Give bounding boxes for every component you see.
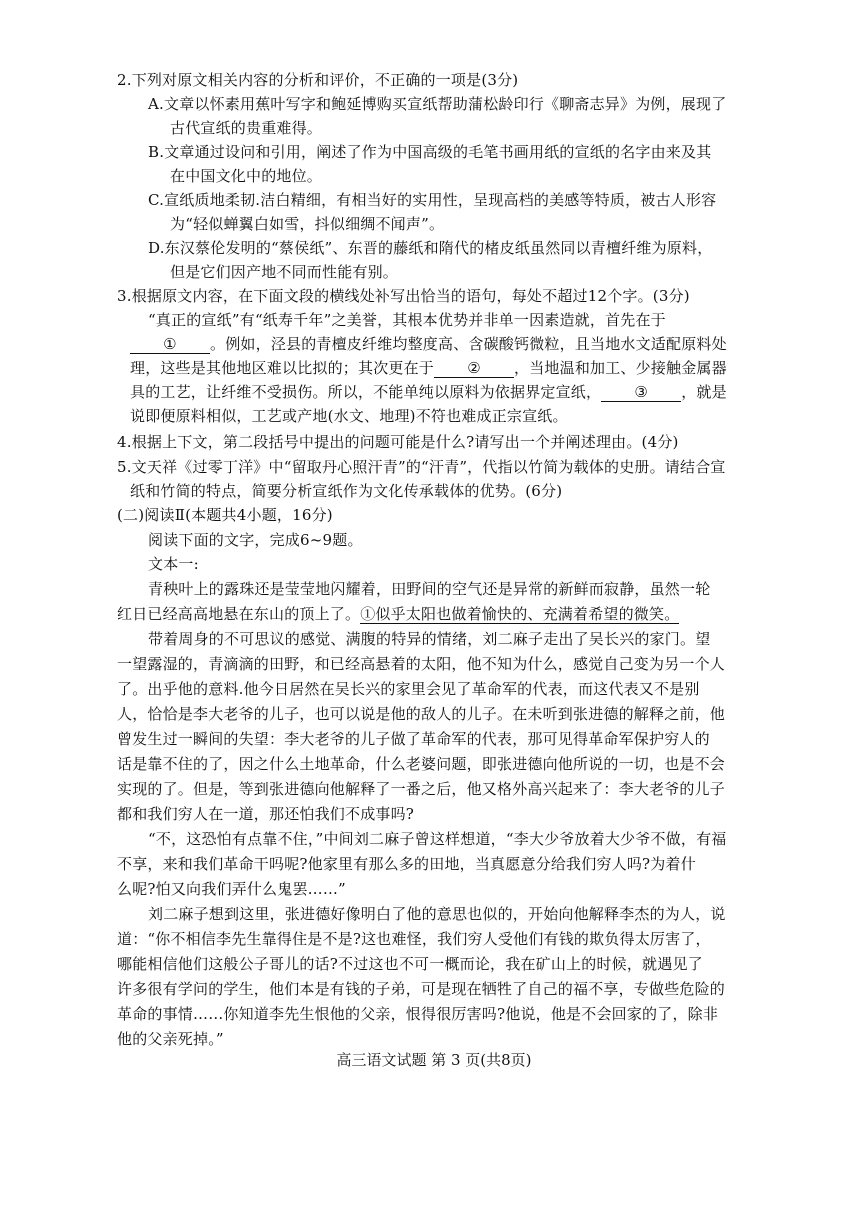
- section-title: (二)阅读Ⅱ(本题共4小题，16分): [117, 506, 333, 524]
- q3-text-line4-a: 具的工艺，让纤维不受损伤。所以，不能单纯以原料为依据界定宣纸，: [130, 383, 602, 401]
- q2-option-a-line1: A.文章以怀素用蕉叶写字和鲍延博购买宣纸帮助蒲松龄印行《聊斋志异》为例，展现了: [148, 95, 727, 113]
- section-instruction: 阅读下面的文字，完成6~9题。: [148, 531, 363, 549]
- q3-text-line2: [130, 333, 727, 355]
- q2-option-a-line2: 古代宣纸的贵重难得。: [170, 119, 323, 137]
- q4-stem: 4.根据上下文，第二段括号中提出的问题可能是什么?请写出一个并阐述理由。(4分): [117, 433, 679, 451]
- passage-p1-line2: [117, 603, 679, 625]
- q2-option-d-line1: D.东汉蔡伦发明的“蔡侯纸”、东晋的藤纸和隋代的楮皮纸虽然同以青檀纤维为原料，: [148, 239, 713, 257]
- passage-p2-line3: 了。出乎他的意料.他今日居然在吴长兴的家里会见了革命军的代表，而这代表又不是别: [117, 680, 700, 698]
- passage-p2-line5: 曾发生过一瞬间的失望：李大老爷的儿子做了革命军的代表，那可见得革命军保护穷人的: [117, 730, 710, 748]
- q2-option-b-line1: B.文章通过设问和引用，阐述了作为中国高级的毛笔书画用纸的宣纸的名字由来及其: [148, 143, 712, 161]
- page-footer: 高三语文试题 第 3 页(共8页): [336, 1051, 532, 1069]
- text-label: 文本一:: [148, 555, 199, 573]
- passage-p2-line7: 实现的了。但是，等到张进德向他解释了一番之后，他又格外高兴起来了：李大老爷的儿子: [117, 780, 726, 798]
- passage-p4-line6: 他的父亲死掉。”: [117, 1030, 224, 1048]
- passage-p2-line4: 人，恰恰是李大老爷的儿子，也可以说是他的敌人的儿子。在未听到张进德的解释之前，他: [117, 705, 726, 723]
- passage-p1-line1: 青秧叶上的露珠还是莹莹地闪耀着，田野间的空气还是异常的新鲜而寂静，虽然一轮: [148, 580, 711, 598]
- passage-p4-line1: 刘二麻子想到这里，张进德好像明白了他的意思也似的，开始向他解释李杰的为人，说: [148, 905, 726, 923]
- passage-p2-line6: 话是靠不住的了，因之什么土地革命，什么老婆问题，即张进德向他所说的一切，也是不会: [117, 755, 726, 773]
- q3-text-line2-rest: 。例如，泾县的青檀皮纤维均整度高、含碳酸钙微粒，且当地水文适配原料处: [210, 335, 727, 353]
- passage-p2-line8: 都和我们穷人在一道，那还怕我们不成事吗?: [117, 805, 415, 823]
- q3-text-line1: “真正的宣纸”有“纸寿千年”之美誉，其根本优势并非单一因素造就，首先在于: [148, 311, 666, 329]
- passage-p2-line1: 带着周身的不可思议的感觉、满腹的特异的情绪，刘二麻子走出了吴长兴的家门。望: [148, 630, 711, 648]
- q3-blank-1[interactable]: ①: [130, 335, 210, 354]
- passage-p3-line2: 不享，来和我们革命干吗呢?他家里有那么多的田地，当真愿意分给我们穷人吗?为着什: [117, 855, 696, 873]
- q2-option-c-line2: 为“轻似蝉翼白如雪，抖似细绸不闻声”。: [170, 215, 445, 233]
- q3-stem: 3.根据原文内容，在下面文段的横线处补写出恰当的语句，每处不超过12个字。(3分): [117, 287, 690, 305]
- q2-option-c-line1: C.宣纸质地柔韧.洁白精细，有相当好的实用性，呈现高档的美感等特质，被古人形容: [148, 191, 717, 209]
- passage-p4-line4: 许多很有学问的学生，他们本是有钱的子弟，可是现在牺牲了自己的福不享，专做些危险的: [117, 980, 726, 998]
- q3-text-line4-b: ，就是: [681, 383, 727, 401]
- passage-p3-line3: 么呢?怕又向我们弄什么鬼罢……”: [117, 880, 346, 898]
- q3-blank-3[interactable]: ③: [601, 383, 681, 402]
- passage-p2-line2: 一望露湿的，青滴滴的田野，和已经高悬着的太阳，他不知为什么，感觉自己变为另一个人: [117, 655, 726, 673]
- q3-blank-2[interactable]: ②: [434, 359, 514, 378]
- passage-p4-line3: 哪能相信他们这般公子哥儿的话?不过这也不可一概而论，我在矿山上的时候，就遇见了: [117, 955, 703, 973]
- q2-option-b-line2: 在中国文化中的地位。: [170, 167, 323, 185]
- passage-p4-line5: 革命的事情……你知道李先生恨他的父亲，恨得很厉害吗?他说，他是不会回家的了，除非: [117, 1005, 719, 1023]
- q3-text-line4: [130, 381, 727, 403]
- q2-option-d-line2: 但是它们因产地不同而性能有别。: [170, 263, 399, 281]
- q3-text-line3: [130, 357, 727, 379]
- q3-text-line3-b: ，当地温和加工、少接触金属器: [514, 359, 727, 377]
- q3-text-line3-a: 理，这些是其他地区难以比拟的；其次更在于: [130, 359, 435, 377]
- passage-p1-line2-a: 红日已经高高地悬在东山的顶上了。: [117, 605, 361, 623]
- q3-text-line5: 说即便原料相似，工艺或产地(水文、地理)不符也难成正宗宣纸。: [130, 407, 568, 425]
- q5-stem-line2: 纸和竹简的特点，简要分析宣纸作为文化传承载体的优势。(6分): [130, 482, 563, 500]
- passage-p3-line1: “不，这恐怕有点靠不住，”中间刘二麻子曾这样想道，“李大少爷放着大少爷不做，有福: [148, 830, 727, 848]
- underlined-sentence-1: ①似乎太阳也做着愉快的、充满着希望的微笑。: [360, 605, 680, 623]
- q5-stem-line1: 5.文天祥《过零丁洋》中“留取丹心照汗青”的“汗青”，代指以竹简为载体的史册。请结合宣: [117, 458, 726, 476]
- passage-p4-line2: 道：“你不相信李先生靠得住是不是?这也难怪，我们穷人受他们有钱的欺负得太厉害了，: [117, 930, 711, 948]
- q2-stem: 2.下列对原文相关内容的分析和评价，不正确的一项是(3分): [117, 71, 519, 89]
